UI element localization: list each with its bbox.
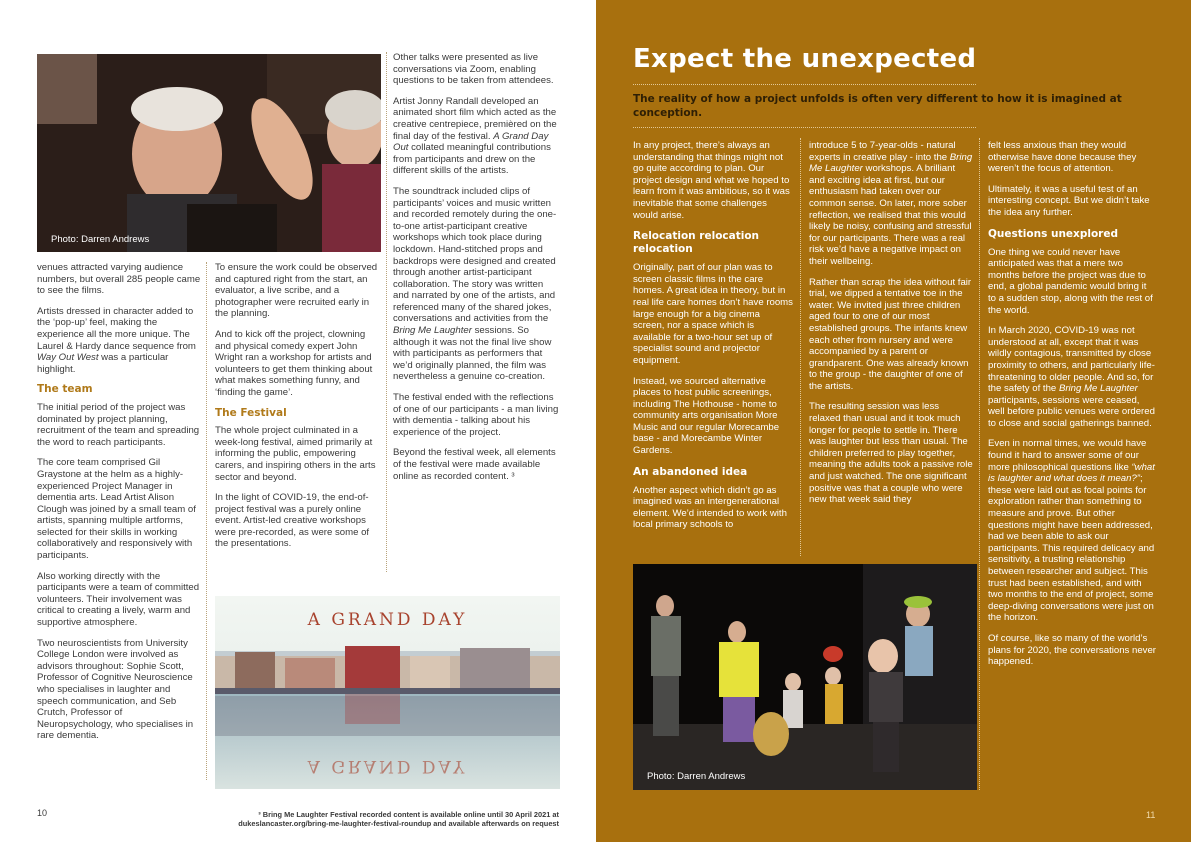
footnote-line: ³ Bring Me Laughter Festival recorded content is available online until 30 April 2021 at [258, 810, 559, 819]
paragraph: venues attracted varying audience numbers, but overall 285 people came to see the films. [37, 262, 201, 297]
paragraph: Two neuroscientists from University College London were involved as advisors throughout: Sophie Scott, Professor of Cognitive Neuroscience who specialises in laughter and speech communication, and Seb Crutch, Professor of Neuropsychology, who specialises in rare dementia. [37, 637, 194, 742]
column-divider [386, 52, 387, 572]
paragraph: Originally, part of our plan was to screen classic films in the care homes. A great idea in theory, but in real life care homes don’t have rooms large enough for a big cinema screen, nor a space which is available for a two-hour set up of specialist sound and projector equipment. [633, 262, 793, 366]
paragraph: Artists dressed in character added to the ‘pop-up’ feel, making the experience all the more unique. The Laurel & Hardy dance sequence from Way Out West was a particular highlight. [37, 305, 196, 375]
paragraph: To ensure the work could be observed and captured right from the start, an evaluator, a live scribe, and a photographer were recruited early in the planning. [215, 262, 378, 320]
paragraph: The festival ended with the reflections of one of our participants - a man living with dementia - talking about his experience of the project. [393, 392, 559, 438]
paragraph: Of course, like so many of the world’s plans for 2020, the conversations never happened. [988, 632, 1156, 668]
paragraph: In March 2020, COVID-19 was not understood at all, except that it was wildly contagious, transmitted by close proximity to others, and particularly life-threatening to older people. And so, for the safety of the Bring Me Laughter participants, sessions were ceased, well before public venues were ordered to close and social gatherings banned. [988, 325, 1155, 429]
paragraph: Even in normal times, we would have found it hard to answer some of our more philosophical questions like “what is laughter and what does it mean?”; these were laid out as focal points for exploration rather than something to measure and prove. But other questions might have been addressed, had we been able to ask our participants. This required delicacy and sensitivity, a trusting relationship between researcher and subject. This trust had been established, and with two months to the end of project, some deep-diving conversations were just on the horizon. [988, 438, 1155, 624]
photo-credit: Photo: Darren Andrews [647, 771, 746, 782]
paragraph: Ultimately, it was a useful test of an interesting concept. But we didn’t take the idea any further. [988, 183, 1150, 218]
footnote [175, 810, 559, 828]
paragraph: And to kick off the project, clowning and physical comedy expert John Wright ran a workshop for artists and volunteers to get them thinking about what makes something funny, and ‘finding the game’. [215, 328, 373, 398]
intro-divider [633, 127, 976, 128]
photo-intergenerational-session-image [633, 564, 977, 790]
paragraph: felt less anxious than they would otherwise have done because they weren’t the focus of attention. [988, 140, 1137, 175]
page-number-left: 10 [37, 808, 48, 818]
right-column-3 [988, 140, 1156, 677]
paragraph: Instead, we sourced alternative places to host public screenings, including The Hothouse - home to community arts organisation More Music and our regular Morecambe base - and Morecambe Winter Gardens. [633, 375, 780, 457]
grand-day-title-reflection: A GRAND DAY [307, 756, 468, 776]
paragraph: Artist Jonny Randall developed an animated short film which acted as the creative centrepiece, premièred on the final day of the festival. A Grand Day Out collated meaningful contributions from participants and drew on the different skills of the artists. [393, 95, 557, 177]
section-heading-relocation: Relocation relocation relocation [633, 230, 760, 256]
right-column-2 [809, 140, 973, 515]
intro-text: The reality of how a project unfolds is often very different to how it is imagined at conception. [633, 93, 1122, 119]
photo-credit: Photo: Darren Andrews [51, 234, 150, 245]
column-divider [206, 262, 207, 780]
paragraph: The core team comprised Gil Graystone at the helm as a highly-experienced Project Manager in dementia arts. Lead Artist Alison Clough was joined by a small team of artists, spanning multiple artforms, selected for their skills in working collaboratively and responsively with participants. [37, 457, 196, 562]
section-heading-abandoned: An abandoned idea [633, 465, 748, 478]
column-divider [800, 138, 801, 556]
photo-older-couple-clapping [37, 54, 381, 252]
paragraph: The soundtrack included clips of participants’ voices and music written and recorded remotely during the one-to-one artist-participant creative workshops which took place during lockdown. Hand-stitched props and backdrops were designed and created through another artist-participant collaboration. The story was written and narrated by one of the artists, and referenced many of the shared jokes, conversations and activities from the Bring Me Laughter sessions. So although it was not the final live show with participants as performers that we’d originally planned, the film was nevertheless a genuine co-creation. [393, 185, 557, 383]
photo-older-couple-clapping-image [37, 54, 381, 252]
paragraph: introduce 5 to 7-year-olds - natural experts in creative play - into the Bring Me Laughter workshops. A brilliant and exciting idea at first, but our enthusiasm had taken over our common sense. On later, more sober reflection, we realised that this would likely be noisy, confusing and stressful for our participants. There was a real risk we’d have a negative impact on their wellbeing. [809, 140, 973, 267]
paragraph: Another aspect which didn’t go as imagined was an intergenerational element. We’d intended to work with local primary schools to [633, 484, 787, 531]
paragraph: The initial period of the project was dominated by project planning, recruitment of the team and spreading the word to reach participants. [37, 401, 200, 448]
left-column-3 [393, 52, 561, 491]
right-column-1 [633, 140, 793, 540]
grand-day-title: A GRAND DAY [307, 610, 468, 630]
left-column-1 [37, 262, 201, 751]
paragraph: The resulting session was less relaxed than usual and it took much longer for people to settle in. There was laughter but less than usual. The children preferred to play together, meaning the adults took a passive role and just watched. The one significant positive was that a couple who were new that week said they [809, 401, 973, 506]
paragraph: Also working directly with the participants were a team of committed volunteers. Their involvement was critical to creating a lively, warm and supportive atmosphere. [37, 570, 200, 629]
paragraph: In any project, there’s always an understanding that things might not go quite according to plan. Our project design and what we hoped to learn from it was ambitious, so it was inevitable that some challenges would arise. [633, 140, 790, 221]
column-divider [979, 138, 980, 790]
paragraph: In the light of COVID-19, the end-of-project festival was a purely online event. Artist-led creative workshops were pre-recorded, as were some of the presentations. [215, 492, 370, 550]
paragraph: Rather than scrap the idea without fair trial, we dipped a tentative toe in the water. We invited just three children aged four to one of our most established groups. The infants knew each other from nursery and were accompanied by a parent or grandparent. One was already known to the group - the daughter of one of the artists. [809, 276, 972, 392]
grand-day-out-artwork [215, 596, 560, 789]
paragraph: One thing we could never have anticipated was that a mere two months before the project was due to end, a global pandemic would bring it to a sudden stop, along with the rest of the world. [988, 246, 1153, 316]
footnote-line: dukeslancaster.org/bring-me-laughter-festival-roundup and available afterwards on request [238, 819, 559, 828]
page-title: Expect the unexpected [633, 44, 977, 74]
section-heading-festival: The Festival [215, 406, 287, 419]
paragraph: The whole project culminated in a week-long festival, aimed primarily at informing the public, empowering carers, and inspiring others in the arts sector and beyond. [215, 425, 376, 483]
title-divider [633, 84, 976, 85]
photo-intergenerational-session [633, 564, 977, 790]
left-column-2 [215, 262, 379, 559]
section-heading-questions: Questions unexplored [988, 227, 1118, 240]
section-heading-team: The team [37, 383, 93, 396]
paragraph: Beyond the festival week, all elements of the festival were made available online as recorded content. ³ [393, 447, 556, 482]
paragraph: Other talks were presented as live conversations via Zoom, enabling questions to be taken from attendees. [393, 52, 554, 87]
page-number-right: 11 [1146, 810, 1156, 820]
